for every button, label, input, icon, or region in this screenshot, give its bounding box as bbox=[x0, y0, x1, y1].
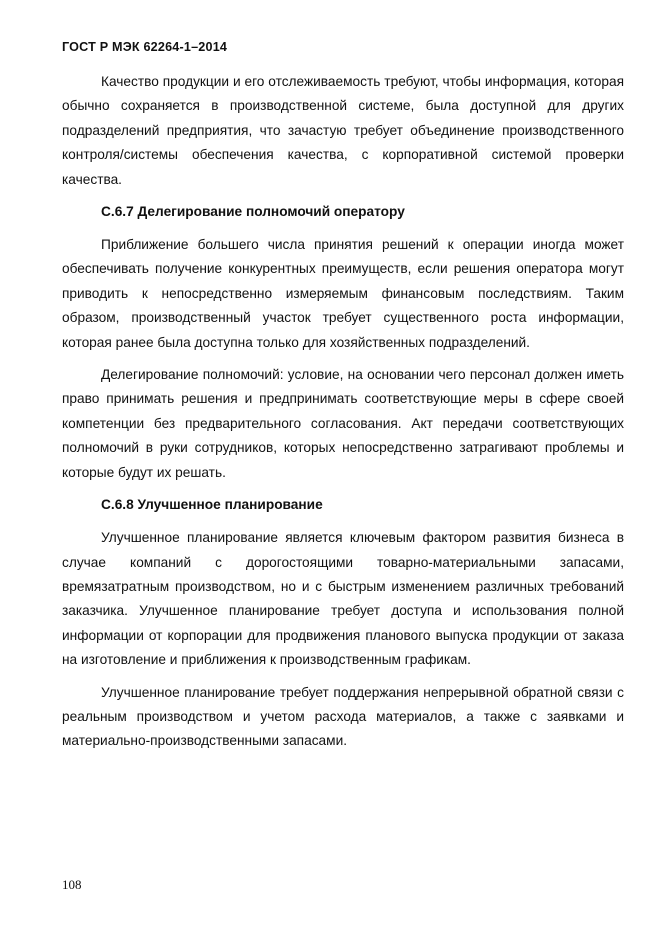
standard-header: ГОСТ Р МЭК 62264-1–2014 bbox=[62, 40, 228, 54]
paragraph: Улучшенное планирование является ключевым фактором развития бизнеса в случае компаний с дорогостоящими товарно-материальными запасами, времязатратным производством, но и с быстрым изменением различных требований заказчика. Улучшенное планирование требует доступа и использования полной информации от корпорации для продвижения планового выпуска продукции от заказа на изготовление и приближения к производственным графикам. bbox=[62, 530, 624, 668]
paragraph: Улучшенное планирование требует поддержания непрерывной обратной связи с реальным производством и учетом расхода материалов, а также с заявками и материально-производственными запасами. bbox=[62, 684, 624, 749]
section-c-6-7 bbox=[62, 200, 624, 485]
page-number: 108 bbox=[62, 877, 82, 892]
paragraph: Делегирование полномочий: условие, на основании чего персонал должен иметь право принимать решения и предпринимать соответствующие меры в сфере своей компетенции без предварительного согласования. Акт передачи соответствующих полномочий в руки сотрудников, которых непосредственно затрагивают проблемы и которые будут их решать. bbox=[62, 367, 624, 480]
paragraph: Приближение большего числа принятия решений к операции иногда может обеспечивать получение конкурентных преимуществ, если решения оператора могут приводить к непосредственно измеряемым финансовым последствиям. Таким образом, производственный участок требует существенного роста информации, которая ранее была доступна только для хозяйственных подразделений. bbox=[62, 237, 624, 350]
intro-paragraph: Качество продукции и его отслеживаемость требуют, чтобы информация, которая обычно сохраняется в производственной системе, была доступной для других подразделений предприятия, что зачастую требует объединение производственного контроля/системы обеспечения качества, с корпоративной системой проверки качества. bbox=[62, 74, 624, 187]
section-c-6-8 bbox=[62, 493, 624, 754]
section-title-c-6-7: С.6.7 Делегирование полномочий оператору bbox=[101, 204, 405, 220]
page-body bbox=[62, 70, 624, 762]
section-title-c-6-8: С.6.8 Улучшенное планирование bbox=[101, 497, 323, 513]
